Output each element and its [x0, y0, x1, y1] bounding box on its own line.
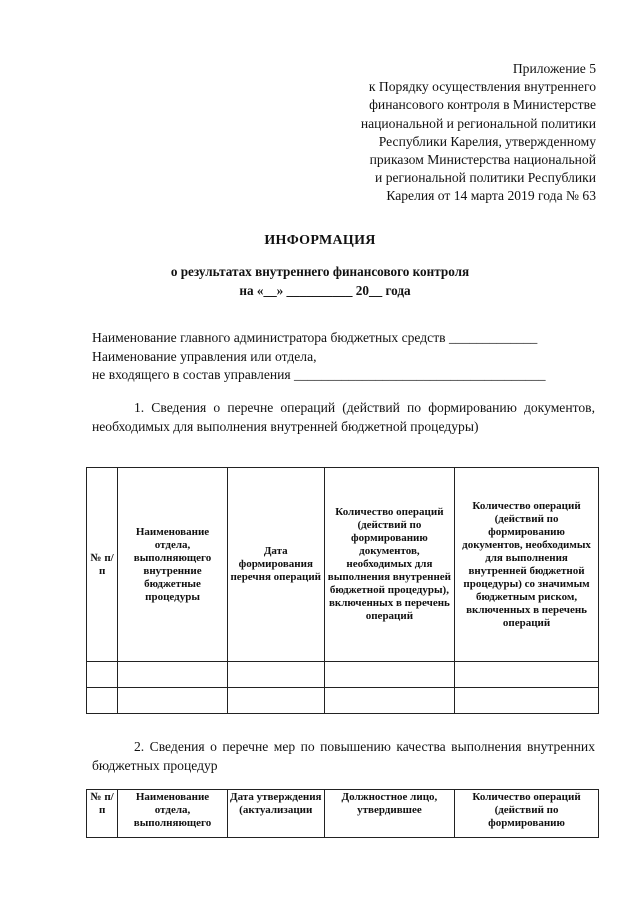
appendix-line: финансового контроля в Министерстве: [369, 97, 596, 113]
table-header-row: [87, 468, 599, 662]
table-cell: [324, 688, 454, 714]
table-header-row: [87, 790, 599, 838]
subtitle-date-line: на «__» __________ 20__ года: [239, 283, 411, 298]
header-cell-date: Дата формирования перечня операций: [227, 468, 324, 662]
section-1-heading: 1. Сведения о перечне операций (действий по формированию документов, необходимых для выполнения внутренней бюджетной процедуры): [92, 400, 595, 434]
table-cell: [87, 662, 118, 688]
header-cell-department: Наименование отдела, выполняющего внутренние бюджетные процедуры: [118, 468, 227, 662]
measures-table: [86, 789, 599, 838]
appendix-line: приказом Министерства национальной: [369, 152, 596, 168]
table-row: [87, 662, 599, 688]
table-cell: [227, 662, 324, 688]
administrator-block: [92, 329, 592, 385]
admin-line: Наименование управления или отдела,: [92, 348, 317, 364]
header-cell-number: № п/п: [87, 790, 118, 838]
operations-table: [86, 467, 599, 714]
header-cell-operations-count: Количество операций (действий по формированию документов, необходимых для выполнения внутренней бюджетной процедуры), включенных в перечень операций: [324, 468, 454, 662]
header-cell-number: № п/п: [87, 468, 118, 662]
appendix-line: к Порядку осуществления внутреннего: [368, 79, 596, 95]
table-cell: [227, 688, 324, 714]
appendix-line: Приложение 5: [512, 61, 596, 76]
header-cell-risk-operations-count: Количество операций (действий по формированию документов, необходимых для выполнения внутренней бюджетной процедуры) со значимым бюджетным риском, включенных в перечень операций: [455, 468, 599, 662]
section-2-heading: 2. Сведения о перечне мер по повышению качества выполнения внутренних бюджетных процедур: [92, 739, 595, 773]
table-cell: [118, 688, 227, 714]
document-subtitle: [0, 262, 640, 300]
appendix-block: [296, 60, 596, 206]
appendix-line: и региональной политики Республики: [375, 170, 596, 186]
header-cell-approval-date: Дата утверждения (актуализации: [227, 790, 324, 838]
admin-line: не входящего в состав управления _____________________________________: [92, 367, 546, 382]
table-cell: [455, 688, 599, 714]
table-cell: [455, 662, 599, 688]
table-cell: [324, 662, 454, 688]
table-cell: [118, 662, 227, 688]
admin-line: Наименование главного администратора бюджетных средств _____________: [92, 330, 538, 345]
appendix-line: Карелия от 14 марта 2019 года № 63: [386, 188, 596, 204]
subtitle-line: о результатах внутреннего финансового контроля: [170, 264, 470, 279]
document-title: ИНФОРМАЦИЯ: [264, 233, 376, 248]
header-cell-operations-count: Количество операций (действий по формированию: [455, 790, 599, 838]
appendix-line: национальной и региональной политики: [360, 115, 596, 131]
header-cell-official: Должностное лицо, утвердившее: [324, 790, 454, 838]
header-cell-department: Наименование отдела, выполняющего: [118, 790, 227, 838]
table-cell: [87, 688, 118, 714]
appendix-line: Республики Карелия, утвержденному: [378, 133, 596, 149]
table-row: [87, 688, 599, 714]
